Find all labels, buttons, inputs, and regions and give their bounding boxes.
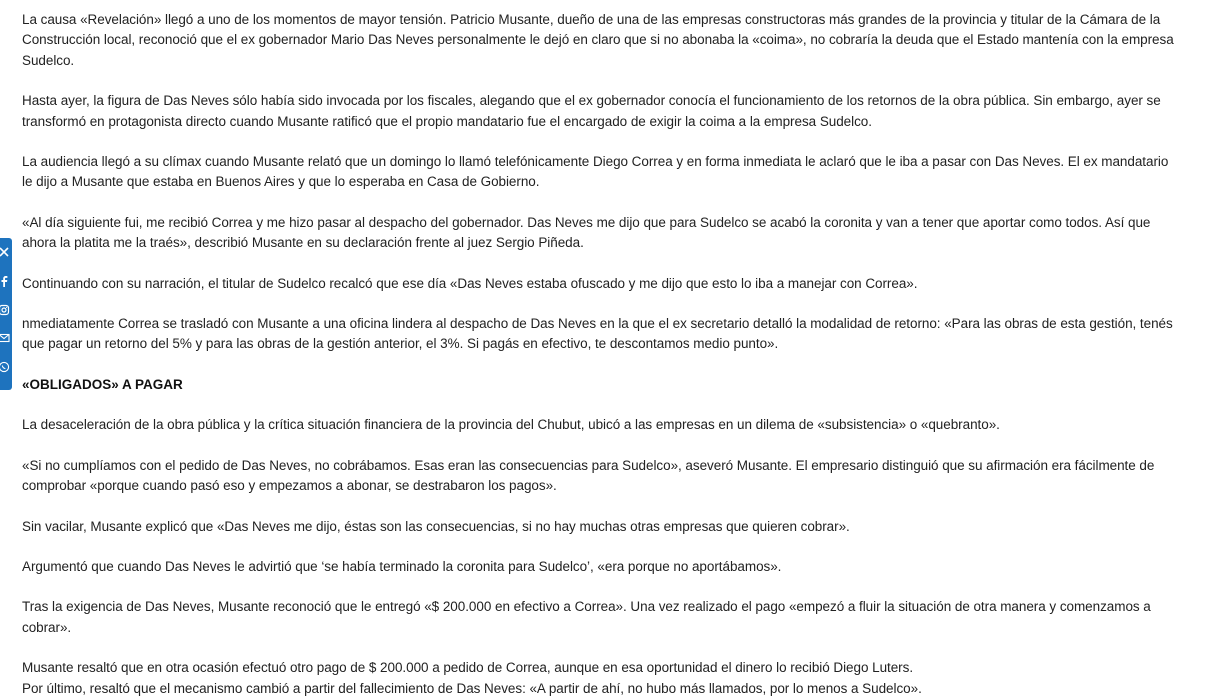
article-paragraph-12: Musante resaltó que en otra ocasión efectuó otro pago de $ 200.000 a pedido de Correa, aunque en esa oportunidad el dinero lo recibió Diego Luters. — [22, 660, 914, 676]
email-icon — [0, 332, 10, 344]
article-paragraph-8: «Si no cumplíamos con el pedido de Das Neves, no cobrábamos. Esas eran las consecuencias para Sudelco», aseveró Musante. El empresario distinguió que su afirmación era fácilmente de comprobar «porque cuando pasó eso y empezamos a abonar, se destrabaron los pagos». — [22, 457, 1155, 494]
share-whatsapp-button[interactable] — [0, 361, 12, 390]
article-paragraph-5: Continuando con su narración, el titular de Sudelco recalcó que ese día «Das Neves estaba ofuscado y me dijo que esto lo iba a manejar con Correa». — [22, 275, 918, 291]
article-paragraph-4: «Al día siguiente fui, me recibió Correa y me hizo pasar al despacho del gobernador. Das Neves me dijo que para Sudelco se acabó la coronita y van a tener que aportar como todos. Así que ahora la platita me la traés», describió Musante en su declaración frente al juez Sergio Piñeda. — [22, 214, 1151, 251]
article-paragraph-2: Hasta ayer, la figura de Das Neves sólo había sido invocada por los fiscales, alegando que el ex gobernador conocía el funcionamiento de los retornos de la obra pública. Sin embargo, ayer se transformó en protagonista directo cuando Musante ratificó que el propio mandatario fue el encargado de exigir la coima a la empresa Sudelco. — [22, 93, 1161, 129]
article-paragraph-3: La audiencia llegó a su clímax cuando Musante relató que un domingo lo llamó telefónicamente Diego Correa y en forma inmediata le aclaró que le iba a pasar con Das Neves. El ex mandatario le dijo a Musante que estaba en Buenos Aires y que lo esperaba en Casa de Gobierno. — [22, 154, 1169, 190]
whatsapp-icon — [0, 361, 10, 373]
article-paragraph-13: Por último, resaltó que el mecanismo cambió a partir del fallecimiento de Das Neves: «A partir de ahí, no hubo más llamados, por lo menos a Sudelco». — [22, 680, 922, 696]
share-instagram-button[interactable] — [0, 304, 12, 333]
article-subheading: «OBLIGADOS» A PAGAR — [22, 376, 183, 392]
article-paragraph-10: Argumentó que cuando Das Neves le advirtió que ‘se había terminado la coronita para Sudelco’, «era porque no aportábamos». — [22, 558, 782, 574]
article-paragraph-9: Sin vacilar, Musante explicó que «Das Neves me dijo, éstas son las consecuencias, si no hay muchas otras empresas que quieren cobrar». — [22, 518, 850, 534]
share-facebook-button[interactable] — [0, 275, 12, 304]
article-paragraph-11: Tras la exigencia de Das Neves, Musante reconoció que le entregó «$ 200.000 en efectivo a Correa». Una vez realizado el pago «empezó a fluir la situación de otra manera y comenzamos a cobrar». — [22, 599, 1151, 635]
article-body — [22, 10, 1182, 699]
x-icon — [0, 246, 10, 258]
facebook-icon — [0, 275, 10, 287]
article-paragraph-6: nmediatamente Correa se trasladó con Musante a una oficina lindera al despacho de Das Neves en la que el ex secretario detalló la modalidad de retorno: «Para las obras de esta gestión, tenés que pagar un retorno del 5% y para las obras de la gestión anterior, el 3%. Si pagás en efectivo, te descontamos medio punto». — [22, 316, 1173, 352]
share-email-button[interactable] — [0, 332, 12, 361]
article-paragraph-1: La causa «Revelación» llegó a uno de los momentos de mayor tensión. Patricio Musante, dueño de una de las empresas constructoras más grandes de la provincia y titular de la Cámara de la Construcción local, reconoció que el ex gobernador Mario Das Neves personalmente le dejó en claro que si no abonaba la «coima», no cobraría la deuda que el Estado mantenía con la empresa Sudelco. — [22, 12, 1174, 68]
article-paragraph-7: La desaceleración de la obra pública y la crítica situación financiera de la provincia del Chubut, ubicó a las empresas en un dilema de «subsistencia» o «quebranto». — [22, 417, 1000, 433]
instagram-icon — [0, 304, 10, 316]
share-x-button[interactable] — [0, 246, 12, 275]
social-share-bar — [0, 238, 12, 390]
